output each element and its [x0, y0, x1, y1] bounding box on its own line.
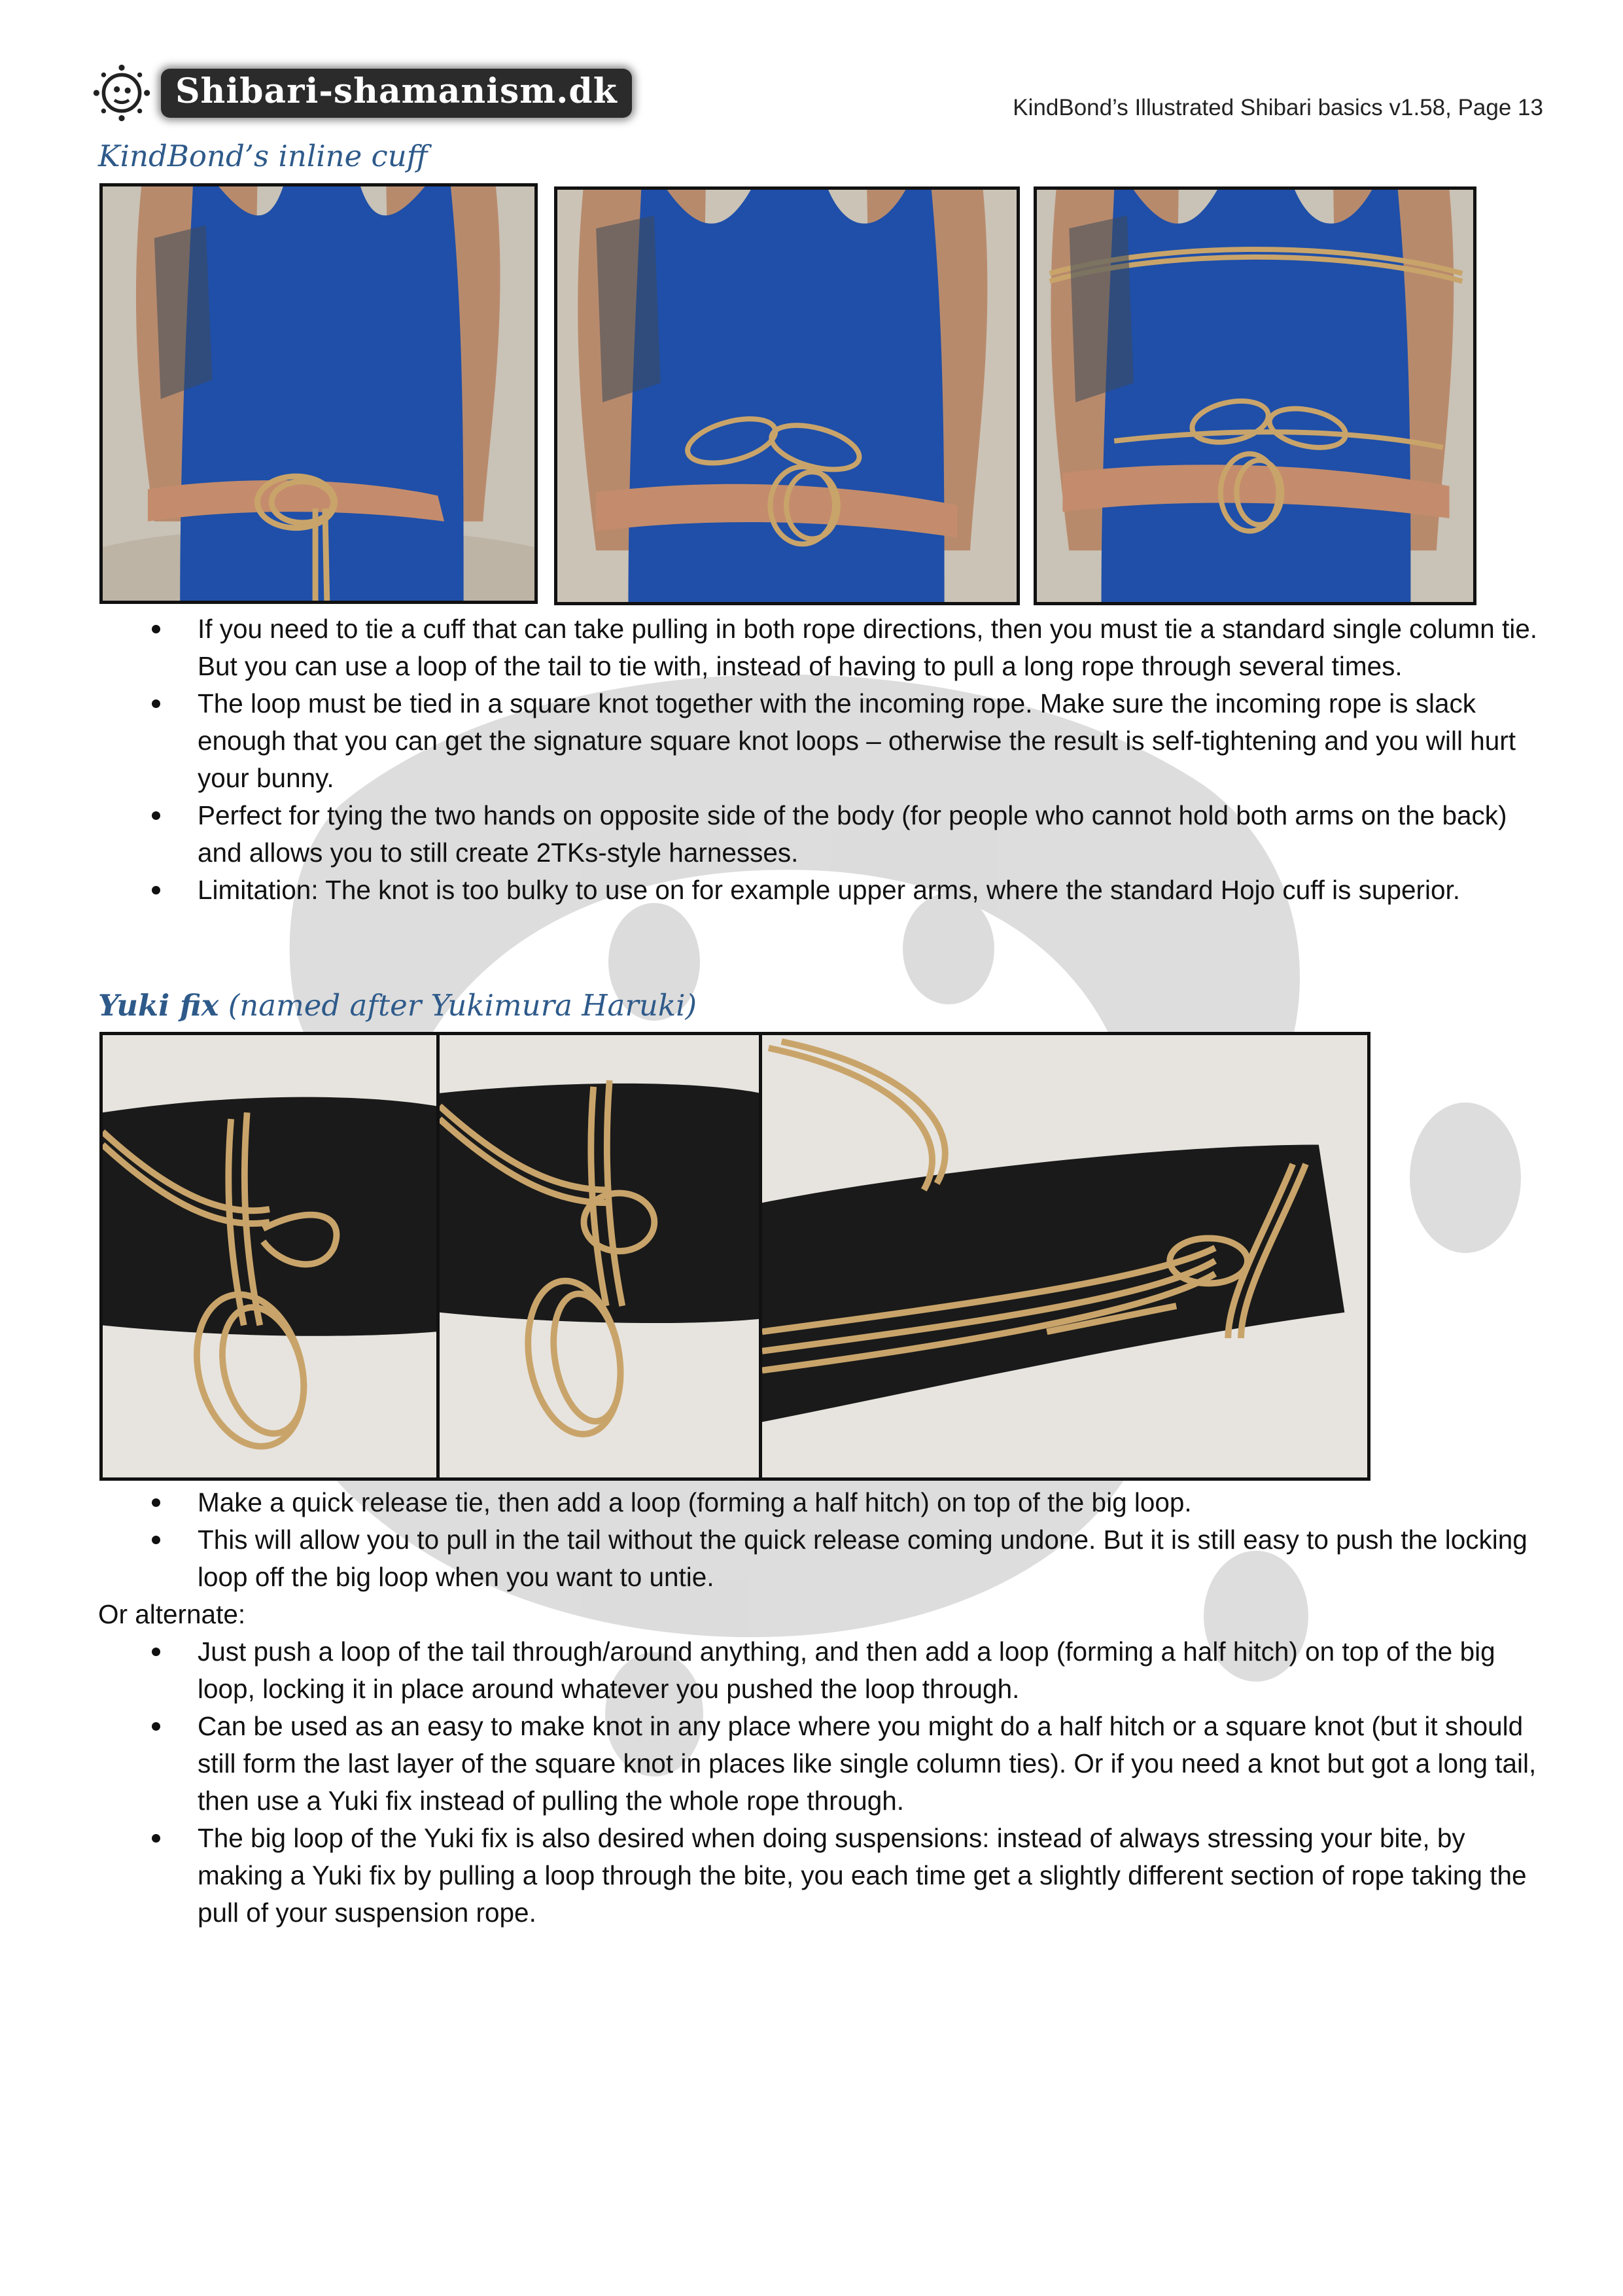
site-logo: [92, 63, 632, 123]
alternate-label: Or alternate:: [98, 1599, 246, 1629]
list-item: Make a quick release tie, then add a loop (forming a half hitch) on top of the big loop.: [98, 1484, 1544, 1521]
list-item: The loop must be tied in a square knot together with the incoming rope. Make sure the incoming rope is slack enough that you can get the signature square knot loops – otherwise the result is self-tightening and you will hurt your bunny.: [98, 685, 1544, 797]
inline-cuff-bullet-list: [98, 610, 1544, 909]
list-item: If you need to tie a cuff that can take pulling in both rope directions, then you must tie a standard single column tie. But you can use a loop of the tail to tie with, instead of having to pull a long rope through several times.: [98, 610, 1544, 685]
photo-yuki-fix-1: [99, 1032, 440, 1481]
photo-inline-cuff-1: [99, 183, 538, 604]
yuki-fix-alternate-list: [98, 1633, 1544, 1932]
list-item: This will allow you to pull in the tail without the quick release coming undone. But it is still easy to push the locking loop off the big loop when you want to untie.: [98, 1521, 1544, 1596]
list-item: Just push a loop of the tail through/around anything, and then add a loop (forming a half hitch) on top of the big loop, locking it in place around whatever you pushed the loop through.: [98, 1633, 1544, 1708]
shaman-symbol-icon: [92, 63, 152, 123]
section-title-yuki-fix: [98, 988, 697, 1023]
photo-inline-cuff-2: [554, 186, 1020, 605]
list-item: Limitation: The knot is too bulky to use on for example upper arms, where the standard Hojo cuff is superior.: [98, 872, 1544, 909]
list-item: The big loop of the Yuki fix is also desired when doing suspensions: instead of always stressing your bite, by making a Yuki fix by pulling a loop through the bite, you each time get a slightly different section of rope taking the pull of your suspension rope.: [98, 1820, 1544, 1932]
photo-inline-cuff-3: [1034, 186, 1476, 605]
section-title-yuki-fix-rest: (named after Yukimura Haruki): [218, 988, 697, 1023]
yuki-fix-bullet-list: [98, 1484, 1544, 1596]
photo-yuki-fix-3: [759, 1032, 1370, 1481]
logo-text: Shibari-shamanism.dk: [161, 69, 632, 118]
section-title-yuki-fix-bold: Yuki fix: [98, 988, 219, 1023]
list-item: Perfect for tying the two hands on opposite side of the body (for people who cannot hold both arms on the back) and allows you to still create 2TKs-style harnesses.: [98, 797, 1544, 872]
page-info: KindBond’s Illustrated Shibari basics v1.58, Page 13: [1013, 95, 1543, 120]
photo-yuki-fix-2: [436, 1032, 763, 1481]
list-item: Can be used as an easy to make knot in any place where you might do a half hitch or a square knot (but it should still form the last layer of the square knot in places like single column ties). Or if you need a knot but got a long tail, then use a Yuki fix instead of pulling the whole rope through.: [98, 1708, 1544, 1820]
section-title-inline-cuff: KindBond’s inline cuff: [98, 139, 428, 173]
